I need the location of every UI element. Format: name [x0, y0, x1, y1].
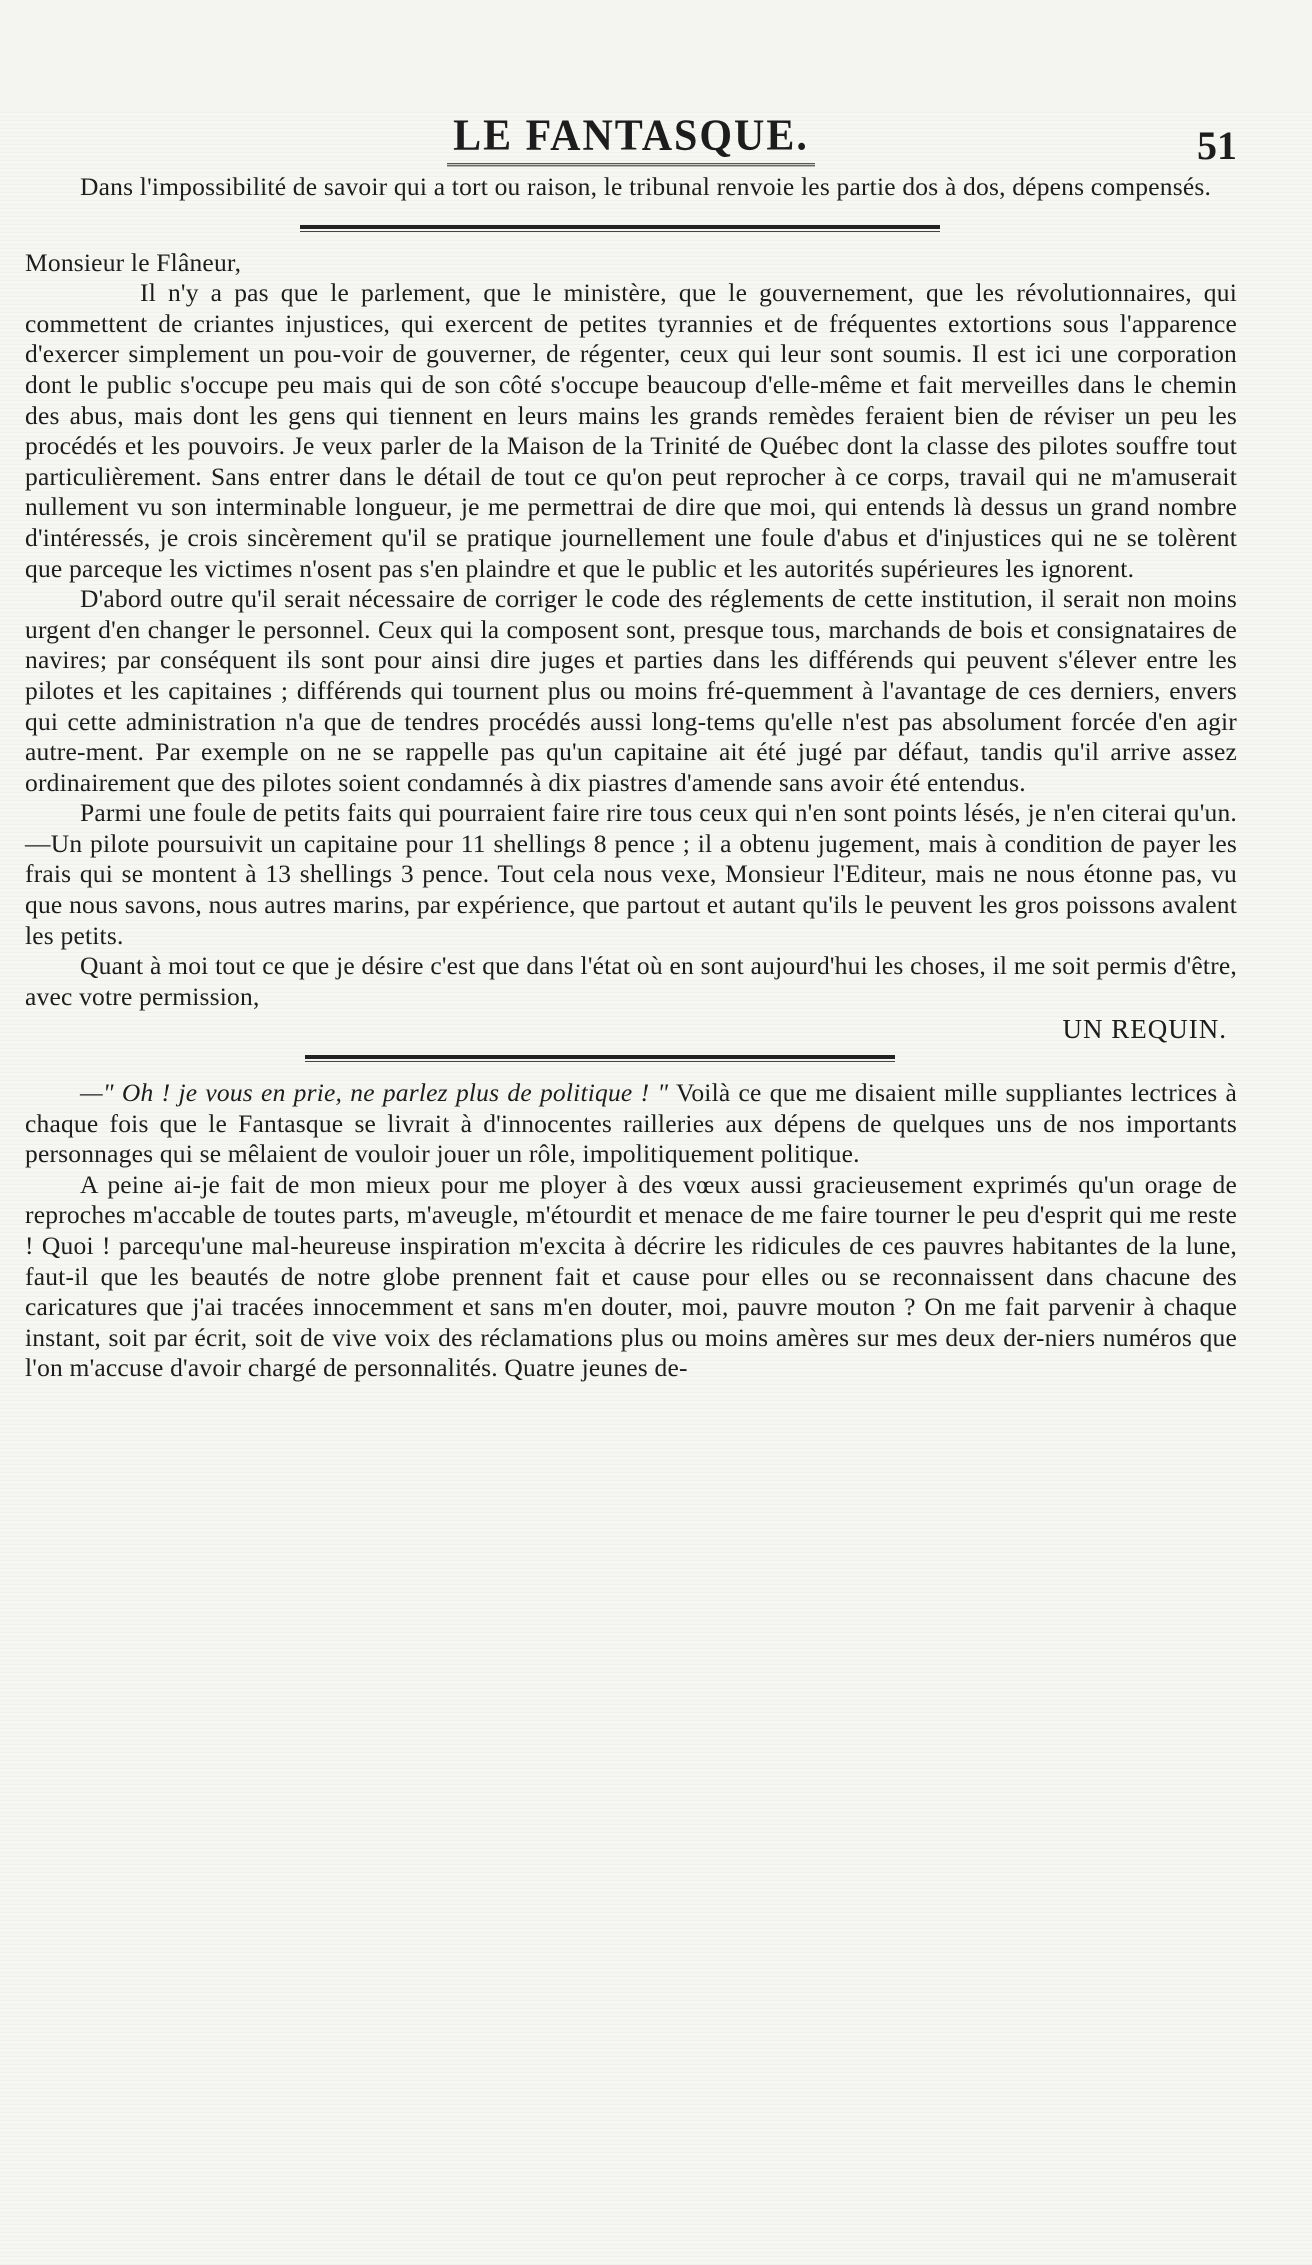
text-line: niers numéros que l'on m'accuse d'avoir chargé de personnalités. Quatre jeunes de-	[25, 1322, 1237, 1383]
text-line: quemment à l'avantage de ces derniers, envers qui cette administration n'a que de	[25, 675, 1237, 736]
newspaper-page	[0, 112, 1312, 2265]
text-line: merveilles dans le chemin des abus, mais dont les gens qui tiennent en leurs mains	[25, 369, 1237, 430]
text-line: ment. Par exemple on ne se rappelle pas qu'un capitaine ait été jugé par défaut,	[85, 737, 970, 767]
text-line: Parmi une foule de petits faits qui pourraient faire rire tous ceux qui n'en sont	[80, 798, 887, 828]
text-line: Il n'y a pas que le parlement, que le ministère, que le gouvernement, que les	[140, 278, 1005, 308]
text-line: D'abord outre qu'il serait nécessaire de corriger le code des réglements de cette	[80, 584, 914, 614]
section-rule	[305, 1055, 895, 1062]
page-body	[25, 172, 1237, 1384]
text-line: heureuse inspiration m'excita à décrire les ridicules de ces pauvres habitantes de	[298, 1231, 1151, 1260]
text-line: la lune, faut-il que les beautés de notre globe prennent fait et cause pour elles ou se	[25, 1231, 1238, 1291]
text-line: crois sincèrement qu'il se pratique journellement une foule d'abus et d'injustices qui	[187, 522, 1085, 552]
text-line: railleries aux dépens de quelques uns de nos importants personnages qui se mêlaient	[25, 1108, 1237, 1169]
running-title: LE FANTASQUE.	[447, 111, 815, 167]
text-line: 13 shellings 3 pence. Tout cela nous vexe, Monsieur l'Editeur, mais ne nous	[265, 859, 1076, 889]
opening-quote: —" Oh ! je vous en prie, ne parlez plus de politique ! "	[80, 1078, 669, 1108]
article-paragraph-2	[25, 1170, 1237, 1384]
text-line: exprimés qu'un orage de reproches m'accable de toutes parts, m'aveugle, m'étourdit	[25, 1169, 1237, 1230]
section-rule	[300, 225, 940, 232]
text-line: les grands remèdes feraient bien de réviser un peu les procédés et les pouvoirs. Je	[25, 400, 1237, 461]
text-line: ne se tolèrent que parceque les victimes n'osent pas s'en plaindre et que le public et	[25, 522, 1237, 583]
letter-paragraph-4	[25, 951, 1237, 1012]
text-line: reconnaissent dans chacune des caricatures que j'ai tracées innocemment et sans	[25, 1261, 1237, 1322]
text-line: Quant à moi tout ce que je désire c'est que dans l'état où en sont aujourd'hui les	[80, 951, 904, 981]
letter-salutation: Monsieur le Flâneur,	[25, 247, 242, 277]
text-line: choses, il me soit permis d'être, avec votre permission,	[25, 951, 1238, 1011]
letter-signature: UN REQUIN.	[1062, 1014, 1227, 1045]
text-line: autant qu'ils le peuvent les gros poissons avalent les petits.	[25, 890, 1238, 950]
text-line: mille suppliantes lectrices à chaque fois que le Fantasque se livrait à d'innocentes	[25, 1078, 1238, 1138]
text-line: tout particulièrement. Sans entrer dans le détail de tout ce qu'on peut reprocher à	[25, 431, 1237, 491]
text-line: 8 pence ; il a obtenu jugement, mais à condition de payer les frais qui se montent à	[25, 828, 1237, 889]
text-line: dos à dos, dépens compensés.	[902, 172, 1212, 201]
text-line: Dans l'impossibilité de savoir qui a tort ou raison, le tribunal renvoie les partie	[80, 172, 896, 201]
text-line: composent sont, presque tous, marchands de bois et consignataires de navires; par	[25, 614, 1238, 675]
text-line: tendres procédés aussi long-tems qu'elle n'est pas absolument forcée d'en agir autre-	[25, 706, 1237, 767]
text-line: institution, il serait non moins urgent d'en changer le personnel. Ceux qui la	[25, 584, 1238, 644]
text-line: A peine ai-je fait de mon mieux pour me ployer à des vœux aussi gracieusement	[80, 1169, 963, 1199]
text-line: révolutionnaires, qui commettent de criantes injustices, qui exercent de petites	[25, 278, 1237, 338]
text-line: de vouloir jouer un rôle, impolitiquement politique.	[323, 1139, 860, 1169]
text-line: les autorités supérieures les ignorent.	[748, 553, 1135, 583]
text-line: tyrannies et de fréquentes extortions sous l'apparence d'exercer simplement un pou-	[25, 308, 1237, 369]
text-line: et menace de me faire tourner le peu d'esprit qui me reste ! Quoi ! parcequ'une mal-	[25, 1200, 1238, 1260]
text-line: écrit, soit de vive voix des réclamations plus ou moins amères sur mes deux der-	[194, 1322, 1045, 1352]
letter-paragraph-1	[25, 278, 1237, 584]
text-line: tandis qu'il arrive assez ordinairement que des pilotes soient condamnés à dix piastres	[25, 737, 1238, 797]
text-line: ce corps, travail qui ne m'amuserait nullement vu son interminable longueur, je me	[25, 461, 1237, 522]
text-line: veux parler de la Maison de la Trinité de Québec dont la classe des pilotes souffre	[322, 431, 1189, 461]
text-line: permettrai de dire que moi, qui entends là dessus un grand nombre d'intéressés, je	[25, 492, 1238, 552]
page-number: 51	[1197, 123, 1237, 168]
text-line: Voilà ce que me disaient	[676, 1078, 936, 1108]
closing-paragraph	[25, 172, 1237, 203]
page-header	[25, 112, 1237, 172]
text-line: conséquent ils sont pour ainsi dire juges et parties dans les différends qui peuvent	[160, 645, 1049, 675]
text-line: voir de gouverner, de régenter, ceux qui leur sont soumis. Il est ici une corporation	[341, 339, 1237, 369]
letter-paragraph-3	[25, 798, 1237, 951]
text-line: s'élever entre les pilotes et les capitaines ; différends qui tournent plus ou moins fré-	[25, 645, 1237, 705]
text-line: points lésés, je n'en citerai qu'un.—Un pilote poursuivit un capitaine pour 11 shellings	[25, 798, 1237, 858]
text-line: dont le public s'occupe peu mais qui de son côté s'occupe beaucoup d'elle-même et fait	[25, 369, 953, 399]
text-line: étonne pas, vu que nous savons, nous autres marins, par expérience, que partout et	[25, 859, 1237, 920]
text-line: d'amende sans avoir été entendus.	[674, 767, 1026, 797]
text-line: m'en douter, moi, pauvre mouton ? On me fait parvenir à chaque instant, soit par	[25, 1292, 1237, 1352]
letter-paragraph-2	[25, 584, 1237, 798]
article-paragraph-1	[25, 1078, 1237, 1170]
